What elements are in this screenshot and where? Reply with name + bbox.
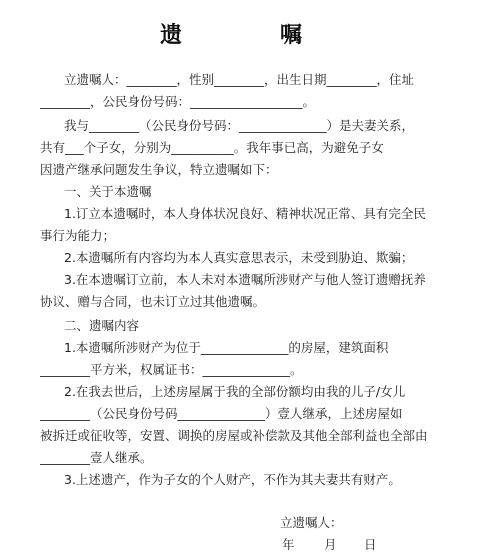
paragraph-line: 3.上述遗产，作为子女的个人财产，不作为其夫妻共有财产。 bbox=[64, 472, 401, 487]
section-heading: 二、遗嘱内容 bbox=[64, 318, 140, 333]
paragraph-line: 2.在我去世后，上述房屋属于我的全部份额均由我的儿子/女儿 bbox=[64, 384, 406, 399]
document-title: 遗 嘱 bbox=[159, 22, 340, 48]
paragraph-line: 1.本遗嘱所涉财产为位于______________的房屋，建筑面积 bbox=[64, 340, 389, 355]
paragraph-line: ________壹人继承。 bbox=[40, 450, 153, 465]
paragraph-line: 3.在本遗嘱订立前，本人未对本遗嘱所涉财产与他人签订遗赠抚养 bbox=[64, 272, 426, 287]
paragraph-line: 因遗产继承问题发生争议，特立遗嘱如下： bbox=[40, 162, 278, 177]
paragraph-line: 共有___个子女，分别为__________。我年事已高，为避免子女 bbox=[40, 140, 384, 155]
paragraph-line: ________，公民身份号码：__________________。 bbox=[40, 94, 316, 109]
paragraph-line: ________平方米，权属证书：______________。 bbox=[40, 362, 303, 377]
paragraph-line: 2.本遗嘱所有内容均为本人真实意思表示，未受到胁迫、欺骗； bbox=[64, 250, 414, 265]
signature-month: 月 bbox=[324, 537, 337, 552]
signature-year: 年 bbox=[282, 537, 295, 552]
section-heading: 一、关于本遗嘱 bbox=[64, 184, 152, 199]
paragraph-line: 事行为能力； bbox=[40, 228, 116, 243]
paragraph-line: 立遗嘱人：________，性别________，出生日期________，住址 bbox=[64, 72, 415, 87]
paragraph-line: ________（公民身份号码______________）壹人继承，上述房屋如 bbox=[40, 406, 403, 421]
paragraph-line: 被拆迁或征收等，安置、调换的房屋或补偿款及其他全部利益也全部由 bbox=[40, 428, 428, 443]
signature-day: 日 bbox=[364, 537, 377, 552]
paragraph-line: 我与________（公民身份号码：______________）是夫妻关系， bbox=[64, 118, 415, 133]
signature-label: 立遗嘱人： bbox=[280, 515, 343, 530]
paragraph-line: 1.订立本遗嘱时，本人身体状况良好、精神状况正常、具有完全民 bbox=[64, 206, 426, 221]
paragraph-line: 协议、赠与合同，也未订立过其他遗嘱。 bbox=[40, 294, 266, 309]
